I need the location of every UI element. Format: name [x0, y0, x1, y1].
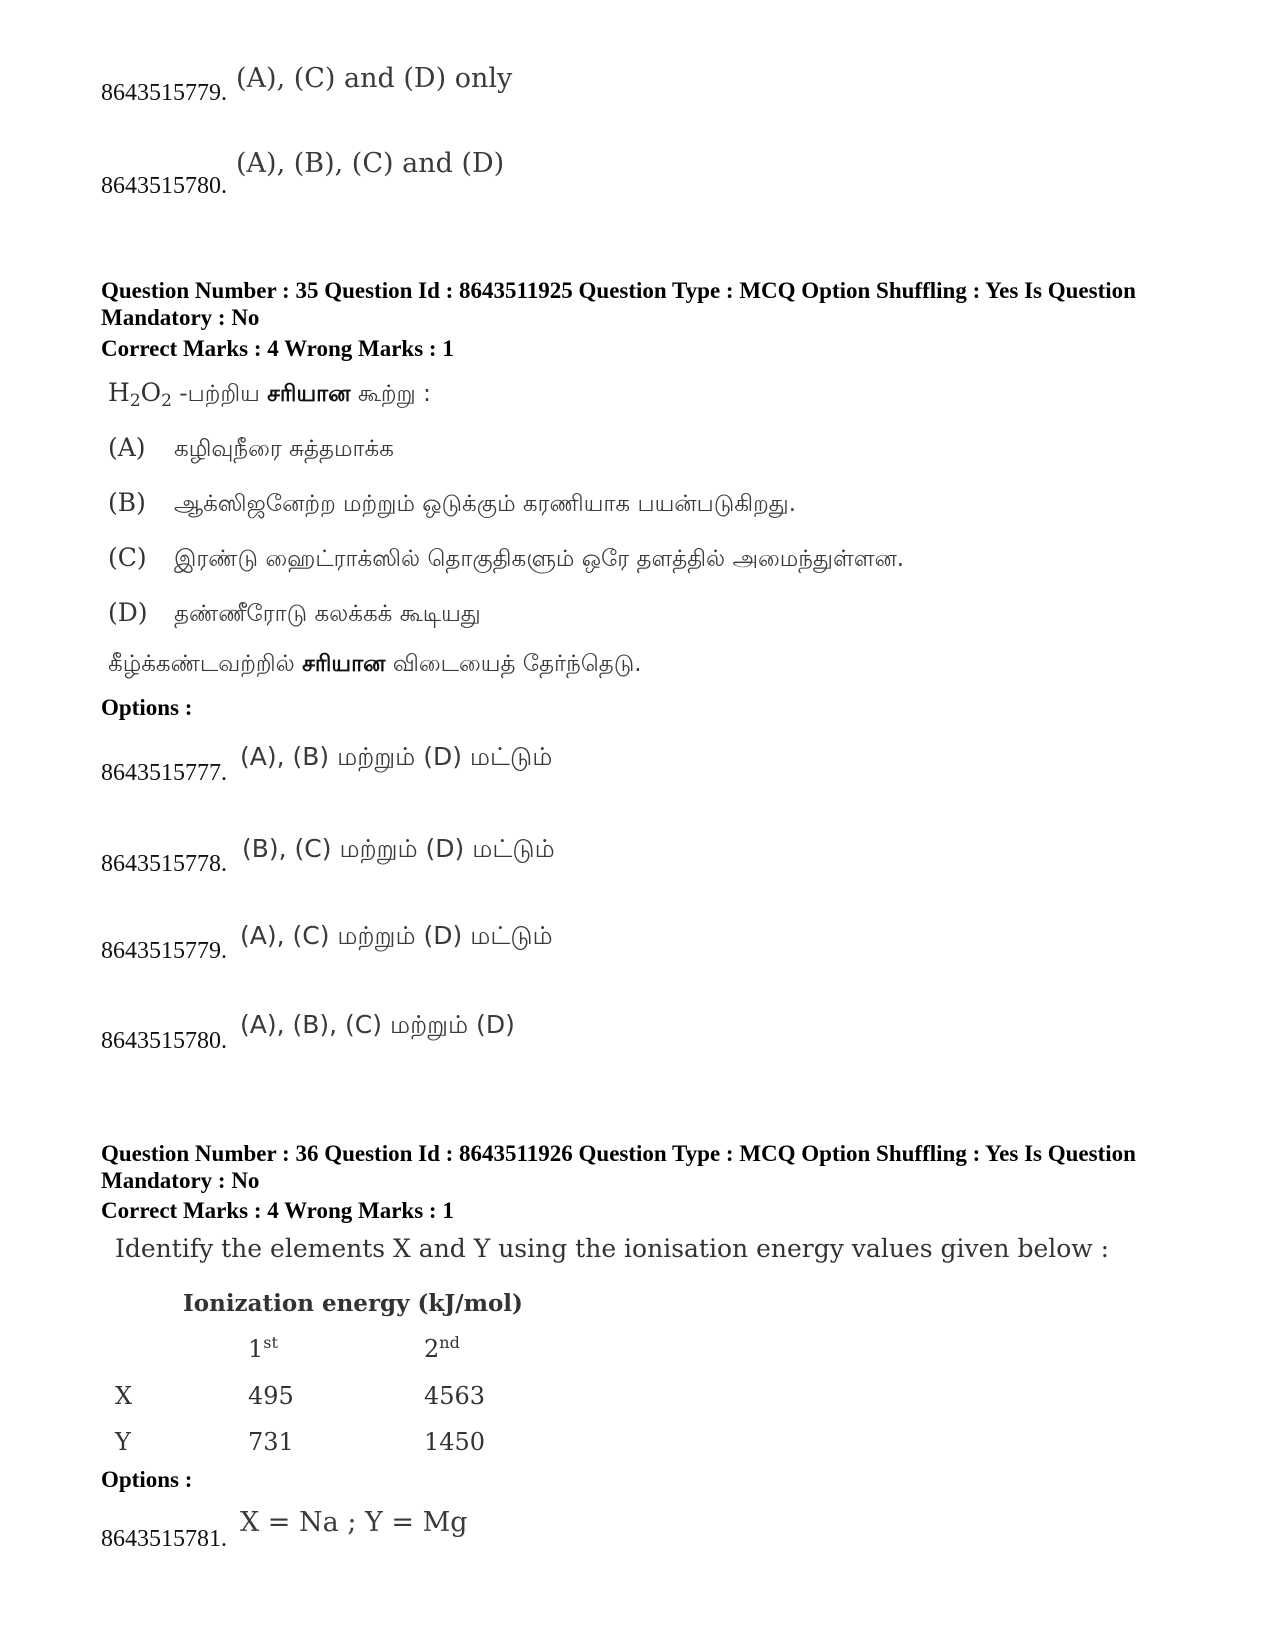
- question-header: Question Number : 35 Question Id : 8643511925 Question Type : MCQ Option Shuffling : Yes Is Question Mandatory : No: [101, 278, 1136, 330]
- table-title: Ionization energy (kJ/mol): [183, 1290, 523, 1317]
- statement-letter: (D): [108, 598, 148, 627]
- table-cell: 731: [248, 1428, 294, 1456]
- option-text: (B), (C) மற்றும் (D) மட்டும்: [242, 834, 555, 863]
- question-header: Question Number : 36 Question Id : 8643511926 Question Type : MCQ Option Shuffling : Yes Is Question Mandatory : No: [101, 1141, 1136, 1193]
- column-header-first: 1st: [248, 1333, 278, 1363]
- question-stem: $H_2O_2$ -பற்றிய சரியான கூற்று :: [108, 378, 431, 411]
- statement: [108, 433, 394, 465]
- table-cell: 4563: [424, 1382, 486, 1410]
- question-marks: Correct Marks : 4 Wrong Marks : 1: [101, 1198, 454, 1223]
- option-text: X = Na ; Y = Mg: [240, 1507, 468, 1538]
- row-label: X: [115, 1382, 133, 1410]
- statement: [108, 598, 481, 630]
- option-text: (A), (B), (C) and (D): [236, 148, 505, 179]
- option-id: 8643515777.: [101, 760, 227, 786]
- options-label: Options :: [101, 1467, 193, 1492]
- statement: [108, 488, 796, 520]
- statement-text: இரண்டு ஹைட்ராக்ஸில் தொகுதிகளும் ஒரே தளத்தில் அமைந்துள்ளன.: [174, 546, 905, 572]
- option-text: (A), (C) மற்றும் (D) மட்டும்: [240, 921, 553, 950]
- chemical-formula: $H_2O_2$: [108, 378, 172, 411]
- question-instruction: கீழ்க்கண்டவற்றில் சரியான விடையைத் தேர்ந்தெடு.: [108, 651, 642, 677]
- option-id: 8643515780.: [101, 173, 227, 199]
- question-text: Identify the elements X and Y using the ionisation energy values given below :: [115, 1234, 1110, 1263]
- table-cell: 1450: [424, 1428, 486, 1456]
- statement-text: கழிவுநீரை சுத்தமாக்க: [174, 436, 394, 462]
- statement-text: தண்ணீரோடு கலக்கக் கூடியது: [174, 601, 481, 627]
- statement-letter: (C): [108, 543, 147, 572]
- option-text: (A), (B) மற்றும் (D) மட்டும்: [240, 742, 553, 771]
- option-id: 8643515778.: [101, 851, 227, 877]
- column-header-second: 2nd: [424, 1333, 460, 1363]
- statement: [108, 543, 904, 575]
- options-label: Options :: [101, 695, 193, 720]
- statement-letter: (A): [108, 433, 146, 462]
- row-label: Y: [115, 1428, 131, 1456]
- option-id: 8643515780.: [101, 1028, 227, 1054]
- statement-letter: (B): [108, 488, 146, 517]
- question-marks: Correct Marks : 4 Wrong Marks : 1: [101, 336, 454, 361]
- table-cell: 495: [248, 1382, 294, 1410]
- statement-text: ஆக்ஸிஜனேற்ற மற்றும் ஒடுக்கும் கரணியாக பயன்படுகிறது.: [174, 491, 796, 517]
- option-id: 8643515779.: [101, 80, 227, 106]
- option-text: (A), (B), (C) மற்றும் (D): [240, 1010, 515, 1039]
- option-id: 8643515781.: [101, 1526, 227, 1552]
- option-text: (A), (C) and (D) only: [236, 63, 513, 94]
- option-id: 8643515779.: [101, 938, 227, 964]
